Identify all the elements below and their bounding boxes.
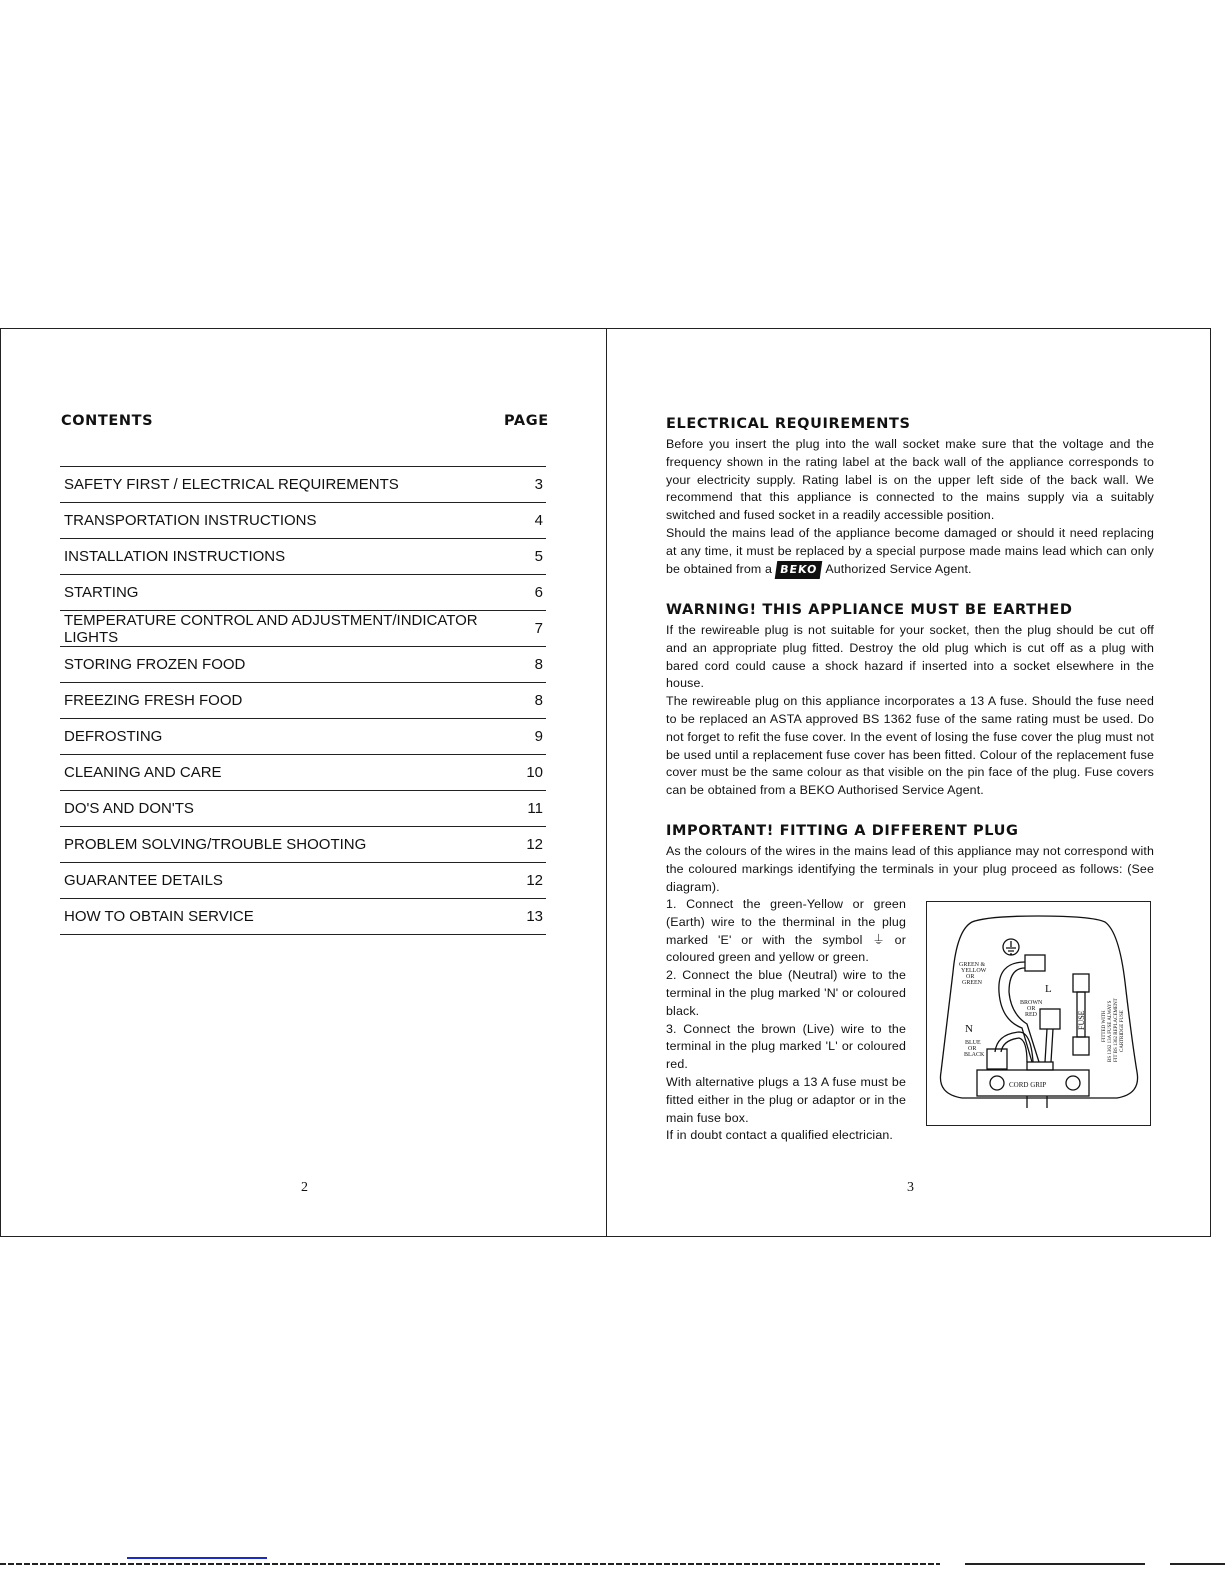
plug-wiring-diagram: [926, 901, 1151, 1126]
paragraph: With alternative plugs a 13 A fuse must be fitted either in the plug or adaptor or in the main fuse box.: [666, 1074, 906, 1125]
text: Authorized Service Agent.: [825, 561, 972, 576]
toc-title: GUARANTEE DETAILS: [64, 872, 223, 889]
toc-page: 9: [534, 728, 543, 745]
table-of-contents: [60, 466, 546, 935]
section-body: [666, 622, 1154, 800]
paragraph: [666, 525, 1154, 578]
section-heading: WARNING! THIS APPLIANCE MUST BE EARTHED: [666, 602, 1073, 618]
steps: [666, 896, 906, 1145]
toc-page: 5: [534, 548, 543, 565]
toc-title: STARTING: [64, 584, 139, 601]
toc-page: 8: [534, 656, 543, 673]
svg-text:BS 1362 13A FUSE ALWAYS: BS 1362 13A FUSE ALWAYS: [1108, 1000, 1113, 1062]
toc-title: FREEZING FRESH FOOD: [64, 692, 243, 709]
page-number: 2: [301, 1180, 308, 1195]
svg-text:GREEN: GREEN: [962, 980, 982, 986]
svg-text:FIT BS 1362 REPLACEMENT: FIT BS 1362 REPLACEMENT: [1114, 998, 1119, 1062]
toc-row: [60, 863, 546, 899]
svg-text:BLACK: BLACK: [964, 1052, 985, 1058]
toc-row: [60, 683, 546, 719]
toc-title: DO'S AND DON'TS: [64, 800, 194, 817]
paragraph: As the colours of the wires in the mains lead of this appliance may not correspond with the coloured markings identifying the terminals in your plug proceed as follows: (See diagram).: [666, 844, 1154, 894]
toc-page: 13: [526, 908, 543, 925]
scan-artifact: [0, 1563, 940, 1565]
step-1: [666, 896, 906, 967]
section-heading: ELECTRICAL REQUIREMENTS: [666, 416, 911, 432]
toc-row: [60, 647, 546, 683]
toc-page: 12: [526, 872, 543, 889]
toc-row: [60, 539, 546, 575]
step-2: 2. Connect the blue (Neutral) wire to the terminal in the plug marked 'N' or coloured black.: [666, 968, 906, 1018]
toc-row: [60, 719, 546, 755]
live-label: BROWN: [1020, 1000, 1043, 1006]
page-heading: PAGE: [504, 413, 549, 429]
toc-row: [60, 827, 546, 863]
toc-page: 7: [534, 620, 543, 637]
contents-heading: CONTENTS: [61, 413, 154, 429]
text: or coloured green and yellow or green.: [666, 932, 906, 965]
toc-page: 12: [526, 836, 543, 853]
text: 1. Connect the green-Yellow or green (Earth) wire to the therminal in the plug marked 'E' or with the symbol: [666, 897, 906, 947]
section-body: [666, 436, 1154, 578]
toc-row: [60, 611, 546, 647]
toc-title: PROBLEM SOLVING/TROUBLE SHOOTING: [64, 836, 367, 853]
svg-text:RED: RED: [1025, 1012, 1037, 1018]
earth-symbol-icon: ⏚: [872, 932, 885, 947]
svg-text:FITTED WITH: FITTED WITH: [1102, 1010, 1107, 1042]
toc-title: CLEANING AND CARE: [64, 764, 222, 781]
toc-page: 6: [534, 584, 543, 601]
toc-row: [60, 755, 546, 791]
svg-text:CARTRIDGE FUSE: CARTRIDGE FUSE: [1120, 1010, 1125, 1052]
svg-text:YELLOW: YELLOW: [961, 968, 987, 974]
toc-title: STORING FROZEN FOOD: [64, 656, 246, 673]
svg-text:OR: OR: [966, 974, 975, 980]
scan-artifact: [127, 1557, 267, 1559]
step-3: 3. Connect the brown (Live) wire to the terminal in the plug marked 'L' or coloured red.: [666, 1021, 906, 1072]
toc-row: [60, 467, 546, 503]
neutral-label: BLUE: [965, 1040, 981, 1046]
scan-artifact: [1170, 1563, 1225, 1565]
section-body: [666, 843, 1154, 896]
section-heading: IMPORTANT! FITTING A DIFFERENT PLUG: [666, 823, 1019, 839]
toc-row: [60, 503, 546, 539]
paragraph: Before you insert the plug into the wall socket make sure that the voltage and the frequency shown in the rating label at the back wall of the appliance corresponds to your electricity supply. Rating label is on the upper left side of the back wall. We recommend that this appliance is connected to the mains supply via a suitably switched and fused socket in a readily accessible position.: [666, 437, 1154, 523]
toc-page: 4: [534, 512, 543, 529]
text: Should the mains lead of the appliance become damaged or should it need replacing at any time, it must be replaced by a special purpose made mains lead which can only be obtained from a: [666, 525, 1154, 576]
toc-title: INSTALLATION INSTRUCTIONS: [64, 548, 286, 565]
neutral-terminal-label: N: [965, 1023, 973, 1035]
paragraph: If in doubt contact a qualified electrician.: [666, 1128, 894, 1143]
page-number: 3: [907, 1180, 914, 1195]
cord-grip-label: CORD GRIP: [1009, 1081, 1047, 1089]
toc-title: TRANSPORTATION INSTRUCTIONS: [64, 512, 317, 529]
paragraph: If the rewireable plug is not suitable for your socket, then the plug should be cut off and an appropriate plug fitted. Destroy the old plug which is cut off as a plug with bared cord could cause a shock hazard if inserted into a socket elsewhere in the house.: [666, 623, 1154, 691]
toc-page: 3: [534, 476, 543, 493]
svg-text:OR: OR: [968, 1046, 977, 1052]
beko-logo: BEKO: [775, 561, 823, 579]
toc-row: [60, 575, 546, 611]
toc-title: HOW TO OBTAIN SERVICE: [64, 908, 254, 925]
toc-page: 8: [534, 692, 543, 709]
toc-title: TEMPERATURE CONTROL AND ADJUSTMENT/INDICATOR LIGHTS: [64, 611, 478, 646]
svg-text:OR: OR: [1027, 1006, 1036, 1012]
toc-page: 11: [527, 800, 543, 817]
toc-title: DEFROSTING: [64, 728, 163, 745]
live-terminal-label: L: [1045, 983, 1052, 995]
fuse-label: FUSE: [1077, 1010, 1086, 1030]
toc-page: 10: [526, 764, 543, 781]
scan-artifact: [965, 1563, 1145, 1565]
page-divider: [606, 328, 607, 1237]
toc-row: [60, 791, 546, 827]
earth-label: GREEN &: [959, 962, 986, 968]
toc-row: [60, 899, 546, 935]
paragraph: The rewireable plug on this appliance incorporates a 13 A fuse. Should the fuse need to be replaced an ASTA approved BS 1362 fuse of the same rating must be used. Do not forget to refit the fuse cover. In the event of losing the fuse cover the plug must not be used until a replacement fuse cover has been fitted. Colour of the replacement fuse cover must be the same colour as that visible on the pin face of the plug. Fuse covers can be obtained from a BEKO Authorised Service Agent.: [666, 694, 1154, 798]
toc-title: SAFETY FIRST / ELECTRICAL REQUIREMENTS: [64, 476, 399, 493]
